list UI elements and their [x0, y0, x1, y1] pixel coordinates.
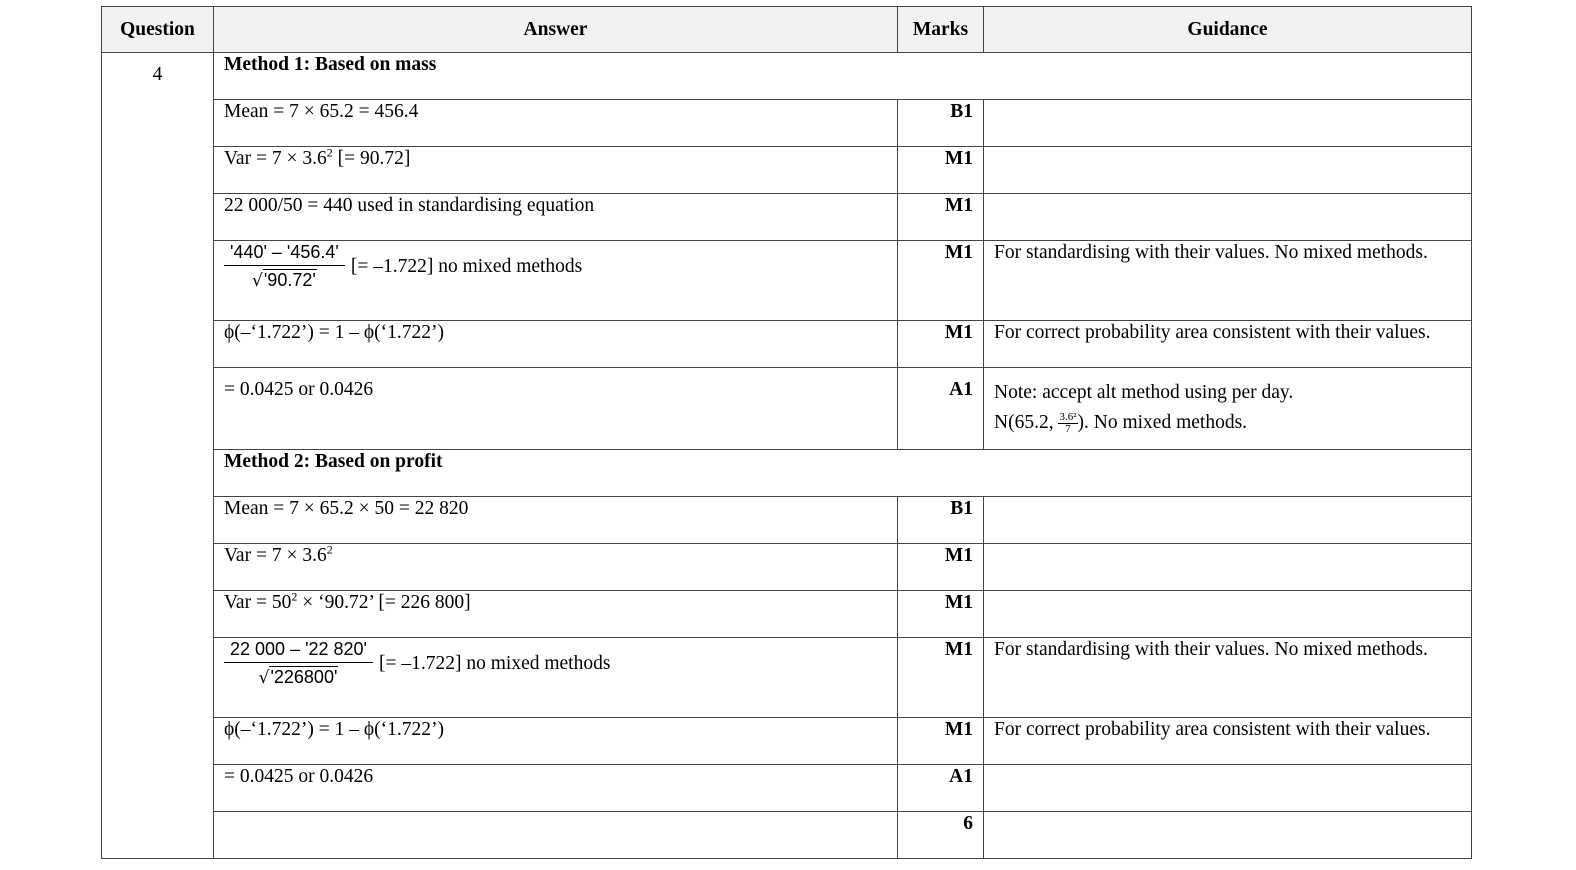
table-row: [102, 147, 1472, 194]
guidance-cell: For standardising with their values. No mixed methods.: [984, 638, 1472, 718]
table-row: [102, 497, 1472, 544]
superscript: 2: [326, 542, 333, 557]
guidance-cell: [984, 100, 1472, 147]
answer-cell: [214, 194, 898, 241]
fraction-numerator: 22 000 – '22 820': [224, 638, 373, 663]
table-row: [102, 638, 1472, 718]
method2-heading: Method 2: Based on profit: [214, 450, 1472, 497]
guidance-cell: [984, 765, 1472, 812]
mark-cell: B1: [898, 497, 984, 544]
mark-scheme-table: [101, 6, 1472, 859]
mark-cell: A1: [898, 765, 984, 812]
superscript: 2: [291, 589, 298, 604]
answer-text: = 0.0425 or 0.0426: [224, 766, 374, 787]
guidance-cell: [984, 544, 1472, 591]
mark-cell: B1: [898, 100, 984, 147]
question-number: 4: [102, 53, 214, 859]
answer-text: 22 000/50 = 440 used in standardising equation: [224, 195, 595, 216]
fraction-numerator: '440' – '456.4': [224, 241, 345, 266]
answer-cell: [214, 765, 898, 812]
header-guidance: Guidance: [984, 7, 1472, 53]
answer-cell: [214, 147, 898, 194]
header-answer: Answer: [214, 7, 898, 53]
guidance-distribution: N(65.2, $\frac{\text{3.6²}}{7}$ ). No mixed methods.: [994, 411, 1248, 436]
table-row: [102, 591, 1472, 638]
sqrt-symbol: √: [252, 271, 263, 291]
answer-text: ϕ(–‘1.722’) = 1 – ϕ(‘1.722’): [224, 322, 444, 343]
guidance-cell: [984, 497, 1472, 544]
method2-heading-row: [102, 450, 1472, 497]
answer-text-suffix: [= –1.722] no mixed methods: [379, 652, 611, 674]
answer-cell: [214, 321, 898, 368]
answer-text: Var = 50: [224, 592, 292, 613]
header-row: [102, 7, 1472, 53]
mark-cell: M1: [898, 591, 984, 638]
table-row: [102, 765, 1472, 812]
fraction-denominator: '226800': [270, 667, 338, 687]
table-row: [102, 100, 1472, 147]
superscript: 2: [326, 145, 333, 160]
mark-cell: M1: [898, 638, 984, 718]
guidance-cell: [984, 194, 1472, 241]
answer-text: = 0.0425 or 0.0426: [224, 379, 374, 400]
guidance-cell: For correct probability area consistent with their values.: [984, 321, 1472, 368]
mark-cell: A1: [898, 368, 984, 450]
total-marks: 6: [898, 812, 984, 859]
answer-text: Mean = 7 × 65.2 × 50 = 22 820: [224, 498, 469, 519]
fraction-denominator: '90.72': [263, 270, 316, 290]
answer-text-suffix: [= –1.722] no mixed methods: [350, 255, 583, 277]
mark-cell: M1: [898, 718, 984, 765]
table-row: [102, 368, 1472, 450]
answer-cell: [214, 497, 898, 544]
answer-cell: [214, 544, 898, 591]
method1-heading-row: [102, 53, 1472, 100]
answer-cell: [214, 591, 898, 638]
header-marks: Marks: [898, 7, 984, 53]
answer-cell: [214, 812, 898, 859]
table-row: [102, 194, 1472, 241]
answer-cell: [214, 638, 898, 718]
standardising-fraction: [224, 241, 345, 292]
sqrt-symbol: √: [258, 668, 270, 688]
answer-text: Mean = 7 × 65.2 = 456.4: [224, 101, 419, 122]
answer-cell: [214, 368, 898, 450]
table-row: [102, 321, 1472, 368]
mark-cell: M1: [898, 544, 984, 591]
guidance-cell: [984, 147, 1472, 194]
answer-text: Var = 7 × 3.6: [224, 545, 327, 566]
mark-cell: M1: [898, 241, 984, 321]
mark-cell: M1: [898, 194, 984, 241]
mark-cell: M1: [898, 321, 984, 368]
total-row: [102, 812, 1472, 859]
answer-cell: [214, 718, 898, 765]
answer-cell: [214, 100, 898, 147]
answer-text-suffix: [= 90.72]: [332, 148, 411, 169]
guidance-cell: For correct probability area consistent with their values.: [984, 718, 1472, 765]
table-row: [102, 718, 1472, 765]
guidance-cell: For standardising with their values. No mixed methods.: [984, 241, 1472, 321]
table-row: [102, 544, 1472, 591]
small-fraction: $\frac{\text{3.6²}}{7}$: [1059, 411, 1077, 436]
guidance-note: Note: accept alt method using per day.: [994, 382, 1294, 403]
mark-cell: M1: [898, 147, 984, 194]
method1-heading: Method 1: Based on mass: [214, 53, 1472, 100]
header-question: Question: [102, 7, 214, 53]
answer-text: Var = 7 × 3.6: [224, 148, 327, 169]
answer-text-suffix: × ‘90.72’ [= 226 800]: [297, 592, 471, 613]
guidance-cell: [984, 368, 1472, 450]
answer-text: ϕ(–‘1.722’) = 1 – ϕ(‘1.722’): [224, 719, 444, 740]
answer-cell: [214, 241, 898, 321]
guidance-cell: [984, 591, 1472, 638]
guidance-cell: [984, 812, 1472, 859]
standardising-fraction: [224, 638, 373, 689]
table-row: [102, 241, 1472, 321]
